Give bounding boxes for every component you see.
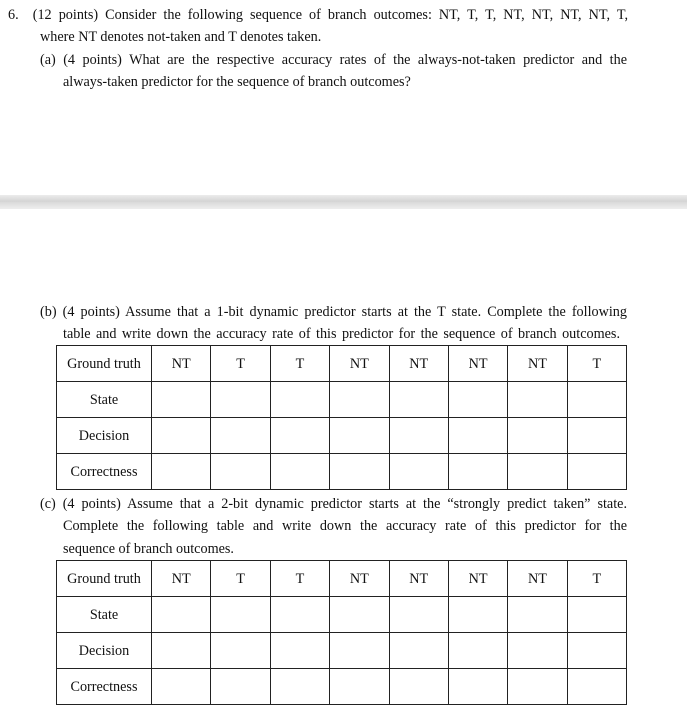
table-row-ground-truth [57,561,627,597]
answer-cell[interactable] [270,597,329,633]
question-definition: where NT denotes not-taken and T denotes taken. [40,29,322,45]
row-label-state: State [57,597,152,633]
answer-cell[interactable] [448,382,507,418]
question-number: 6. [8,7,19,23]
page-break-divider [0,195,687,209]
table-row-correctness [57,669,627,705]
outcome-cell: NT [330,561,389,597]
question-6-header [8,4,628,26]
answer-cell[interactable] [508,597,567,633]
part-a-line2: always-taken predictor for the sequence of branch outcomes? [63,74,411,90]
answer-cell[interactable] [330,669,389,705]
answer-cell[interactable] [211,669,270,705]
answer-cell[interactable] [448,418,507,454]
answer-cell[interactable] [567,382,626,418]
answer-cell[interactable] [567,597,626,633]
row-label-decision: Decision [57,418,152,454]
answer-cell[interactable] [152,382,211,418]
outcome-cell: NT [448,346,507,382]
answer-cell[interactable] [448,633,507,669]
answer-cell[interactable] [389,382,448,418]
answer-cell[interactable] [152,454,211,490]
answer-cell[interactable] [211,454,270,490]
answer-cell[interactable] [508,382,567,418]
answer-cell[interactable] [152,597,211,633]
answer-cell[interactable] [211,382,270,418]
answer-cell[interactable] [270,418,329,454]
answer-cell[interactable] [270,669,329,705]
answer-cell[interactable] [389,669,448,705]
outcome-cell: T [567,346,626,382]
answer-cell[interactable] [389,418,448,454]
outcome-cell: T [270,346,329,382]
answer-cell[interactable] [211,418,270,454]
part-c-line3: sequence of branch outcomes. [63,541,234,557]
answer-cell[interactable] [330,382,389,418]
answer-cell[interactable] [508,633,567,669]
outcome-cell: NT [152,346,211,382]
part-a-line1: (a) (4 points) What are the respective accuracy rates of the always-not-taken predictor and the [40,52,627,68]
answer-cell[interactable] [330,454,389,490]
answer-cell[interactable] [448,669,507,705]
outcome-cell: NT [389,561,448,597]
outcome-cell: T [211,561,270,597]
row-label-ground-truth: Ground truth [57,561,152,597]
outcome-cell: T [211,346,270,382]
answer-cell[interactable] [330,418,389,454]
answer-cell[interactable] [508,669,567,705]
outcome-cell: NT [330,346,389,382]
outcome-cell: NT [508,346,567,382]
outcome-cell: T [270,561,329,597]
table-row-state [57,597,627,633]
answer-cell[interactable] [508,418,567,454]
answer-cell[interactable] [567,669,626,705]
answer-cell[interactable] [389,633,448,669]
answer-cell[interactable] [211,597,270,633]
part-b-line2: table and write down the accuracy rate of this predictor for the sequence of branch outcomes. [63,326,620,342]
answer-cell[interactable] [270,454,329,490]
answer-cell[interactable] [389,454,448,490]
table-row-decision [57,633,627,669]
table-row-state [57,382,627,418]
answer-cell[interactable] [211,633,270,669]
answer-cell[interactable] [270,633,329,669]
outcome-cell: NT [152,561,211,597]
question-intro: (12 points) Consider the following sequence of branch outcomes: NT, T, T, NT, NT, NT, NT, T, [32,7,628,23]
outcome-cell: NT [448,561,507,597]
outcome-cell: NT [508,561,567,597]
table-row-ground-truth [57,346,627,382]
answer-cell[interactable] [152,633,211,669]
table-1bit-predictor [56,345,627,490]
outcome-cell: NT [389,346,448,382]
outcome-cell: T [567,561,626,597]
row-label-ground-truth: Ground truth [57,346,152,382]
answer-cell[interactable] [567,454,626,490]
answer-cell[interactable] [270,382,329,418]
answer-cell[interactable] [152,669,211,705]
row-label-correctness: Correctness [57,454,152,490]
part-c-line2: Complete the following table and write down the accuracy rate of this predictor for the [63,518,627,534]
answer-cell[interactable] [389,597,448,633]
answer-cell[interactable] [330,633,389,669]
answer-cell[interactable] [152,418,211,454]
answer-cell[interactable] [508,454,567,490]
answer-cell[interactable] [567,633,626,669]
part-c-line1: (c) (4 points) Assume that a 2-bit dynamic predictor starts at the “strongly predict taken” state. [40,496,627,512]
part-b-line1: (b) (4 points) Assume that a 1-bit dynamic predictor starts at the T state. Complete the following [40,304,627,320]
table-row-decision [57,418,627,454]
answer-cell[interactable] [448,454,507,490]
row-label-decision: Decision [57,633,152,669]
answer-cell[interactable] [567,418,626,454]
answer-cell[interactable] [448,597,507,633]
answer-cell[interactable] [330,597,389,633]
table-row-correctness [57,454,627,490]
table-2bit-predictor [56,560,627,705]
row-label-state: State [57,382,152,418]
row-label-correctness: Correctness [57,669,152,705]
